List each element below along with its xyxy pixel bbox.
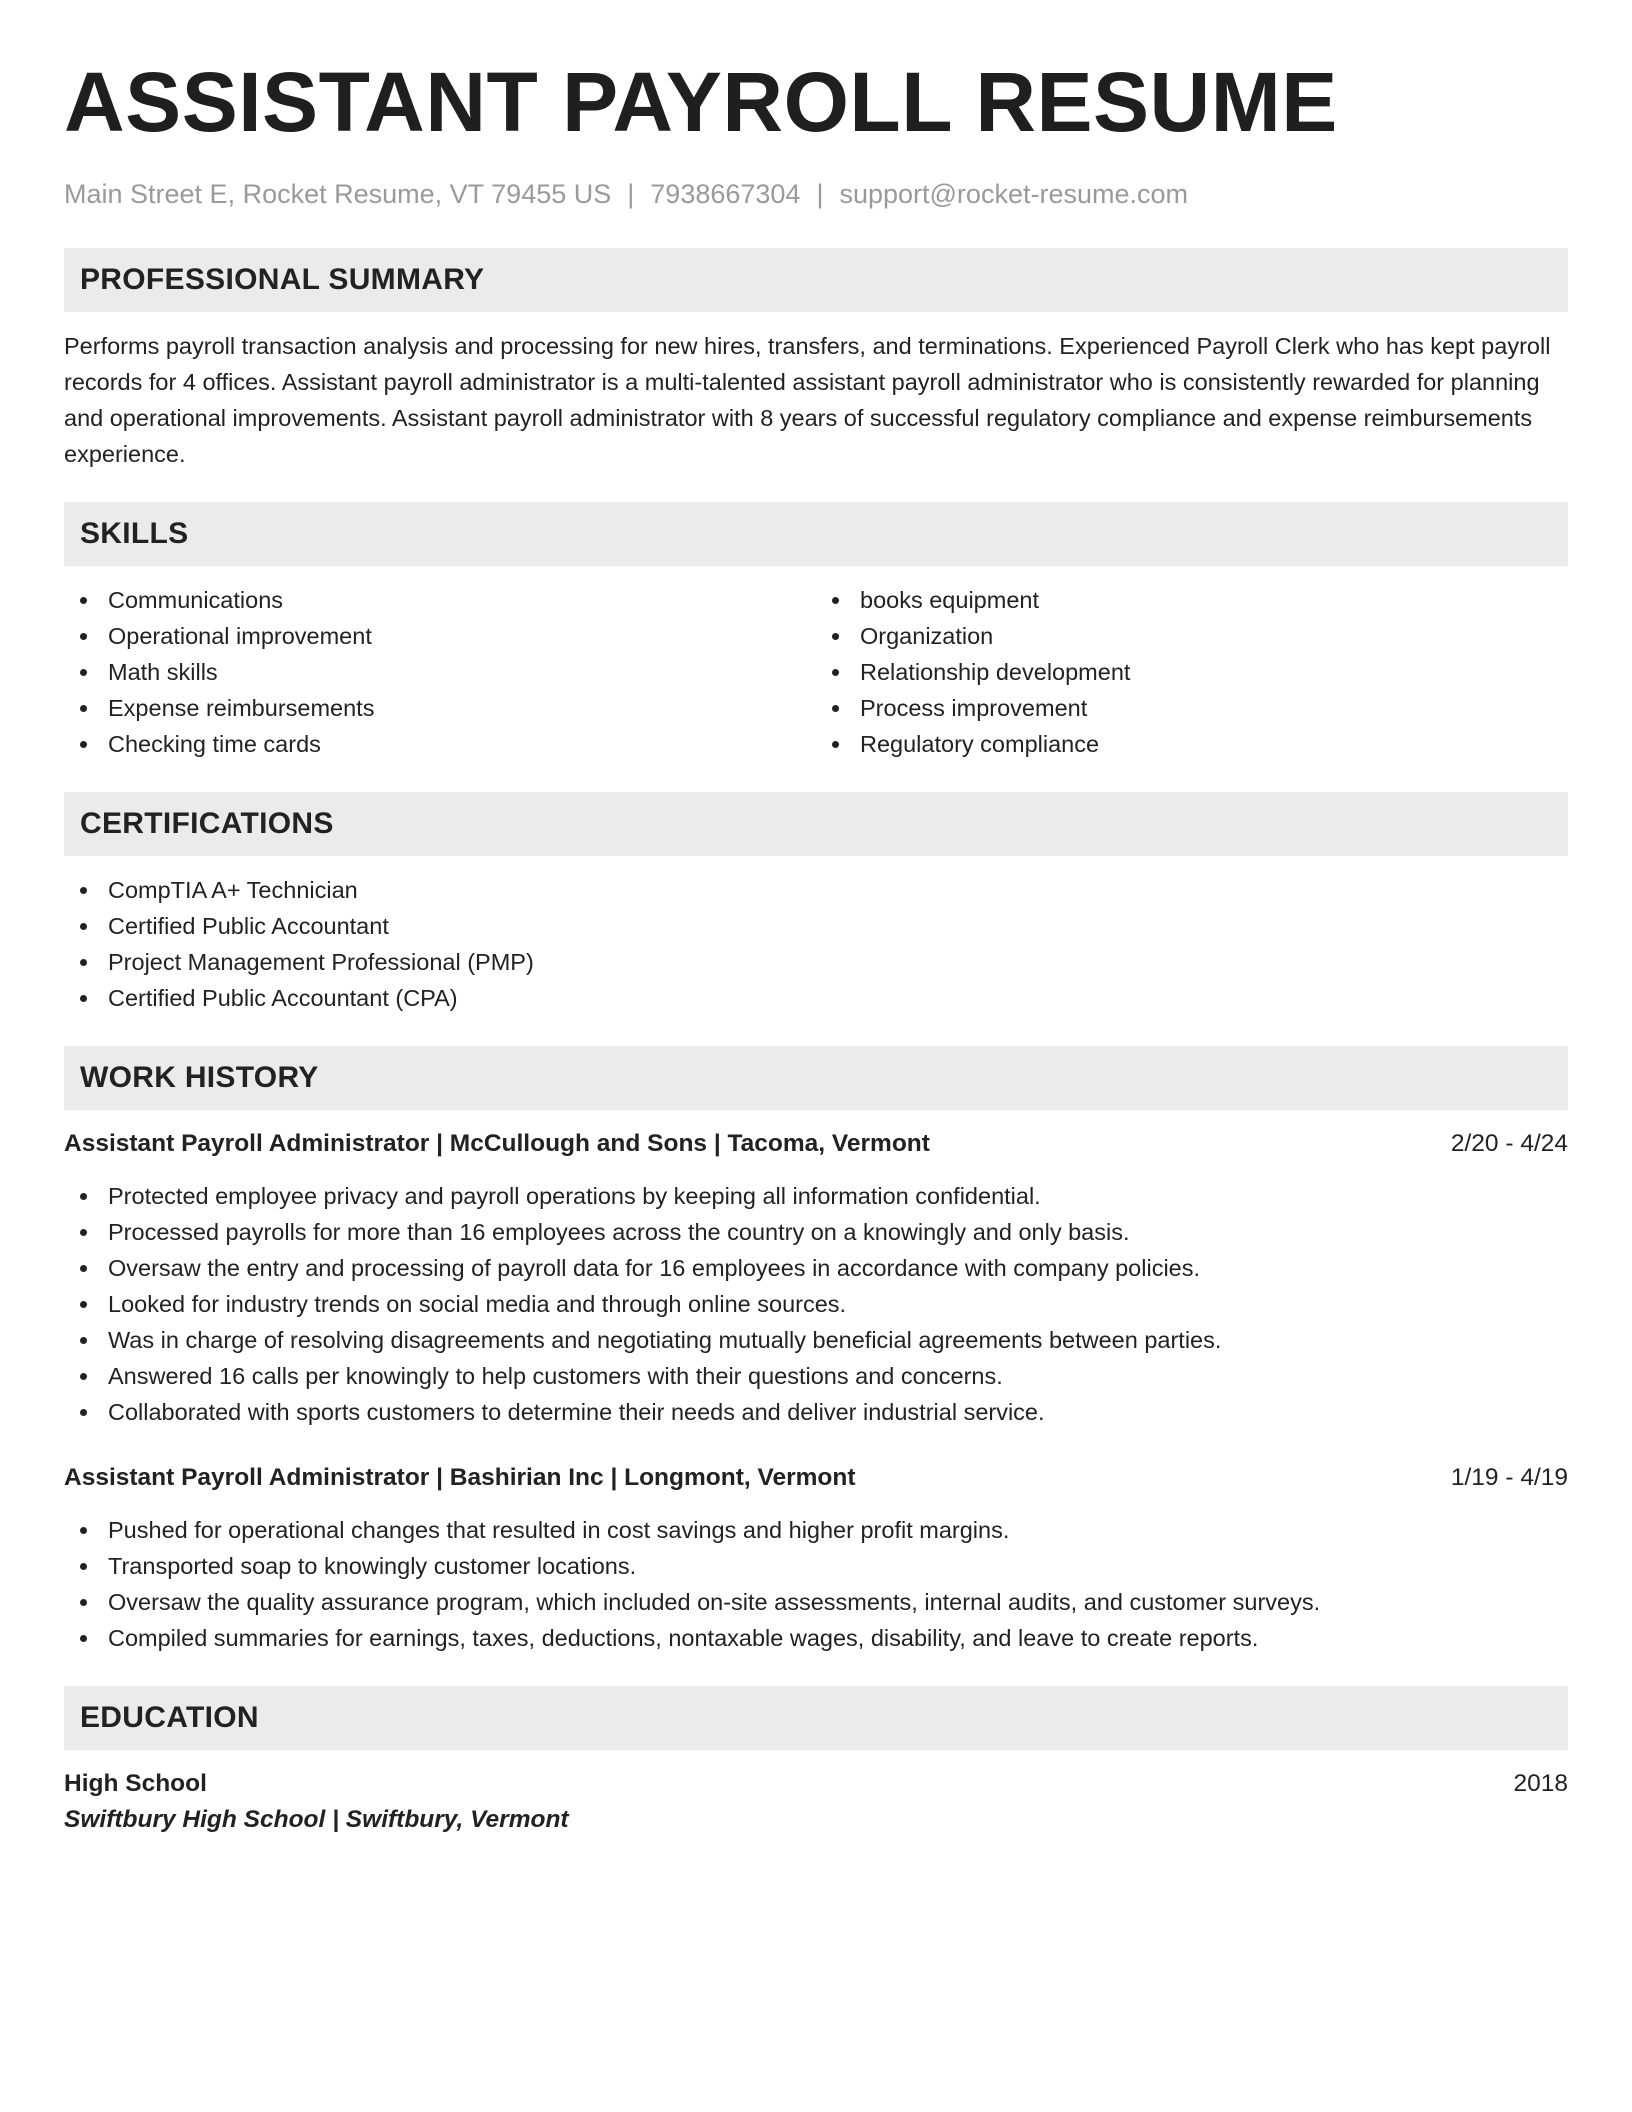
skill-item: Process improvement bbox=[816, 690, 1568, 726]
skill-item: Math skills bbox=[64, 654, 816, 690]
job-title: Assistant Payroll Administrator | Bashirian Inc | Longmont, Vermont bbox=[64, 1464, 856, 1491]
education-school: Swiftbury High School | Swiftbury, Vermont bbox=[64, 1806, 569, 1833]
contact-separator: | bbox=[627, 179, 635, 209]
job-bullets bbox=[64, 1178, 1568, 1430]
job-bullets bbox=[64, 1512, 1568, 1656]
section-header-skills: SKILLS bbox=[64, 502, 1568, 566]
skills-list-right bbox=[816, 582, 1568, 762]
job-bullet: Oversaw the quality assurance program, which included on-site assessments, internal audits, and customer surveys. bbox=[64, 1584, 1568, 1620]
job-bullet: Transported soap to knowingly customer locations. bbox=[64, 1548, 1568, 1584]
skills-list-left bbox=[64, 582, 816, 762]
section-header-summary: PROFESSIONAL SUMMARY bbox=[64, 248, 1568, 312]
job-header bbox=[64, 1460, 1568, 1496]
skill-item: Organization bbox=[816, 618, 1568, 654]
contact-separator: | bbox=[816, 179, 824, 209]
job-bullet: Protected employee privacy and payroll operations by keeping all information confidential. bbox=[64, 1178, 1568, 1214]
contact-email: support@rocket-resume.com bbox=[839, 179, 1188, 209]
section-header-work-history: WORK HISTORY bbox=[64, 1046, 1568, 1110]
job-bullet: Oversaw the entry and processing of payroll data for 16 employees in accordance with company policies. bbox=[64, 1250, 1568, 1286]
contact-address: Main Street E, Rocket Resume, VT 79455 US bbox=[64, 179, 612, 209]
skill-item: Checking time cards bbox=[64, 726, 816, 762]
job-entry bbox=[64, 1460, 1568, 1656]
skill-item: Expense reimbursements bbox=[64, 690, 816, 726]
skill-item: books equipment bbox=[816, 582, 1568, 618]
job-dates: 2/20 - 4/24 bbox=[1450, 1130, 1568, 1157]
contact-line bbox=[64, 176, 1568, 212]
job-bullet: Collaborated with sports customers to determine their needs and deliver industrial service. bbox=[64, 1394, 1568, 1430]
skill-item: Operational improvement bbox=[64, 618, 816, 654]
job-entry bbox=[64, 1126, 1568, 1430]
summary-text: Performs payroll transaction analysis and processing for new hires, transfers, and terminations. Experienced Payroll Clerk who has kept payroll records for 4 offices. Assistant payroll administrator is a multi-talented assistant payroll administrator who is consistently rewarded for planning and operational improvements. Assistant payroll administrator with 8 years of successful regulatory compliance and expense reimbursements experience. bbox=[64, 333, 1551, 467]
job-title: Assistant Payroll Administrator | McCullough and Sons | Tacoma, Vermont bbox=[64, 1130, 930, 1157]
section-header-certifications: CERTIFICATIONS bbox=[64, 792, 1568, 856]
job-bullet: Looked for industry trends on social media and through online sources. bbox=[64, 1286, 1568, 1322]
job-bullet: Compiled summaries for earnings, taxes, deductions, nontaxable wages, disability, and leave to create reports. bbox=[64, 1620, 1568, 1656]
job-header bbox=[64, 1126, 1568, 1162]
certification-item: Certified Public Accountant (CPA) bbox=[64, 980, 1568, 1016]
skill-item: Communications bbox=[64, 582, 816, 618]
skill-item: Relationship development bbox=[816, 654, 1568, 690]
contact-phone: 7938667304 bbox=[650, 179, 801, 209]
certification-item: Certified Public Accountant bbox=[64, 908, 1568, 944]
certification-item: Project Management Professional (PMP) bbox=[64, 944, 1568, 980]
section-header-education: EDUCATION bbox=[64, 1686, 1568, 1750]
certification-item: CompTIA A+ Technician bbox=[64, 872, 1568, 908]
resume-title: ASSISTANT PAYROLL RESUME bbox=[64, 55, 1338, 149]
skill-item: Regulatory compliance bbox=[816, 726, 1568, 762]
job-bullet: Was in charge of resolving disagreements and negotiating mutually beneficial agreements between parties. bbox=[64, 1322, 1568, 1358]
education-entry bbox=[64, 1766, 1568, 1838]
skills-columns bbox=[64, 582, 1568, 762]
job-bullet: Processed payrolls for more than 16 employees across the country on a knowingly and only basis. bbox=[64, 1214, 1568, 1250]
job-bullet: Answered 16 calls per knowingly to help customers with their questions and concerns. bbox=[64, 1358, 1568, 1394]
education-year: 2018 bbox=[1513, 1770, 1568, 1797]
education-header bbox=[64, 1766, 1568, 1802]
certifications-list bbox=[64, 872, 1568, 1016]
job-dates: 1/19 - 4/19 bbox=[1450, 1464, 1568, 1491]
job-bullet: Pushed for operational changes that resulted in cost savings and higher profit margins. bbox=[64, 1512, 1568, 1548]
education-degree: High School bbox=[64, 1770, 207, 1797]
